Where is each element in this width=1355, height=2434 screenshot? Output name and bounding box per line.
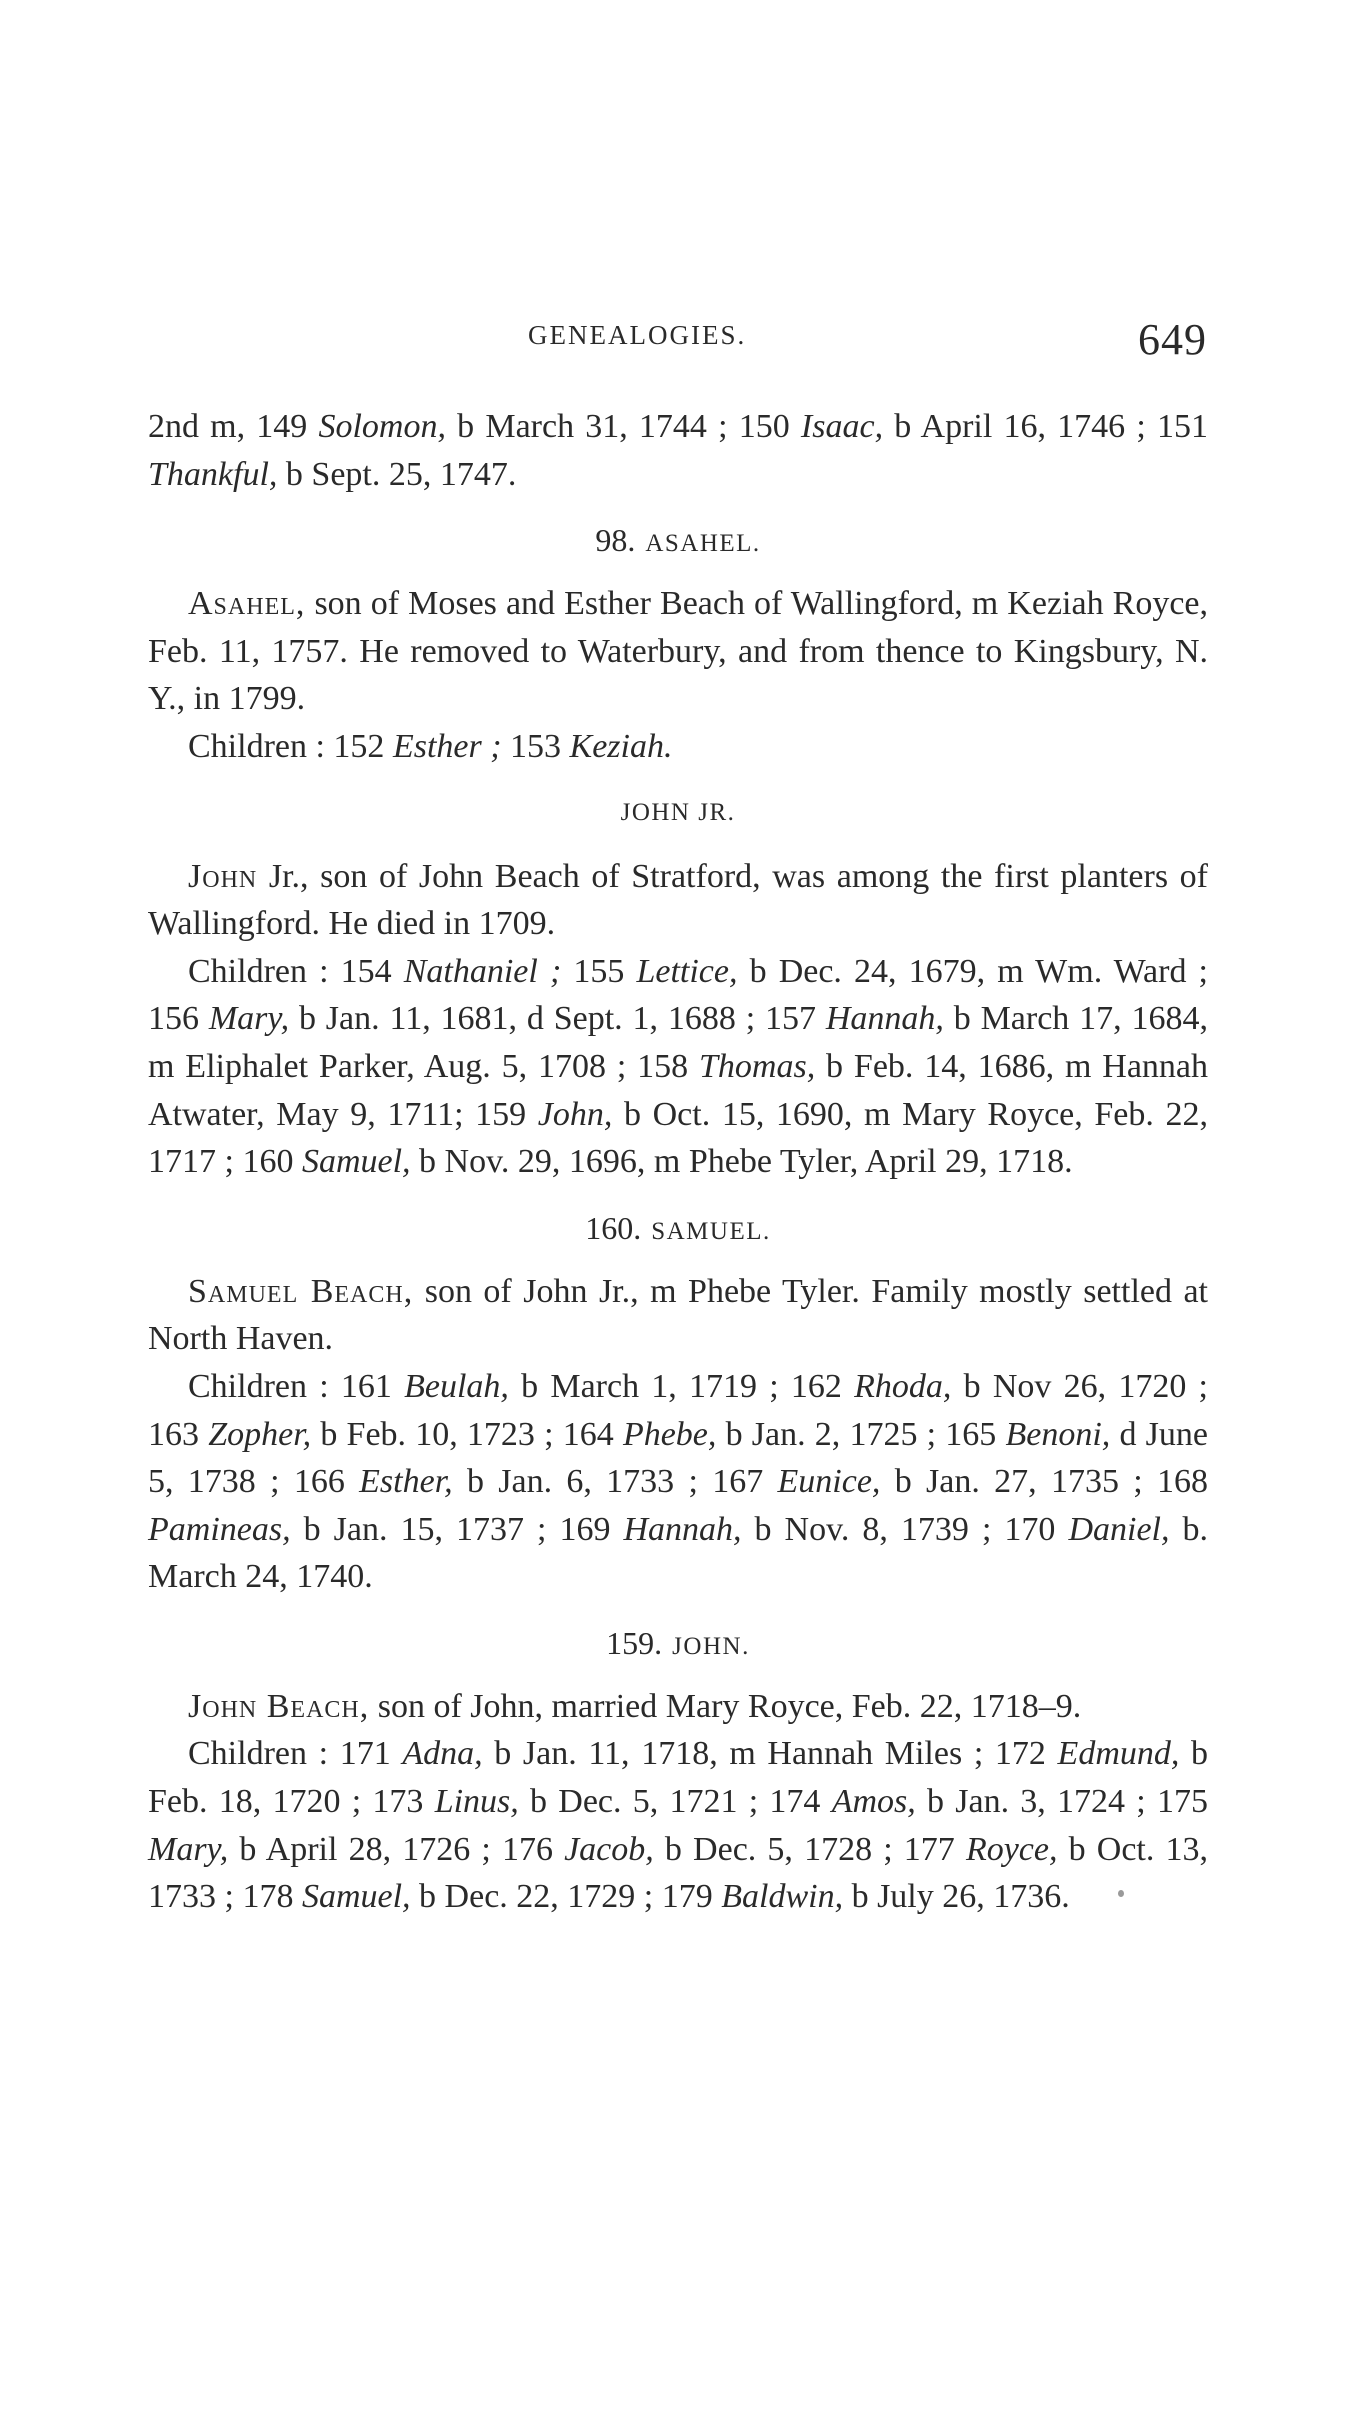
section-number: 98.: [595, 522, 636, 559]
ink-speck: [1118, 1890, 1124, 1897]
child-name: Samuel,: [301, 1143, 411, 1181]
text-run: 2nd m, 149: [148, 408, 319, 445]
text-run: b Sept. 25, 1747.: [277, 455, 517, 493]
section-name: JOHN.: [672, 1632, 750, 1660]
text-run: b Jan. 3, 1724 ; 175: [915, 1783, 1208, 1821]
text-run: b Jan. 15, 1737 ; 169: [290, 1510, 624, 1548]
text-run: b Jan. 11, 1718, m Hannah Miles ; 172: [482, 1735, 1058, 1773]
child-name: Keziah.: [569, 727, 673, 765]
child-name: Adna,: [402, 1735, 483, 1773]
child-name: Isaac,: [800, 408, 884, 445]
continuation-paragraph: [148, 403, 1208, 498]
text-run: b Jan. 2, 1725 ; 165: [716, 1415, 1006, 1453]
child-name: Baldwin,: [721, 1878, 844, 1916]
child-name: Solomon,: [318, 408, 446, 445]
text-run: d June 5, 1738 ; 166: [148, 1415, 1208, 1501]
page-body: [148, 403, 1208, 1921]
text-run: b Nov. 8, 1739 ; 170: [741, 1510, 1069, 1548]
text-run: Children : 171: [188, 1735, 403, 1773]
page-number: 649: [1138, 315, 1207, 364]
running-title: GENEALOGIES.: [528, 320, 747, 350]
text-run: b Dec. 5, 1728 ; 177: [653, 1830, 966, 1868]
text-run: Jr., son of John Beach of Stratford, was among the first planters of Wallingford. He died in 1709.: [148, 857, 1208, 943]
text-run: b. March 24, 1740.: [148, 1510, 1208, 1596]
text-run: Children : 154: [188, 952, 404, 990]
child-name: Esther,: [359, 1463, 453, 1501]
text-run: b April 16, 1746 ; 151: [883, 408, 1208, 445]
child-name: Jacob,: [564, 1830, 654, 1868]
text-run: b March 31, 1744 ; 150: [445, 408, 801, 445]
child-name: Hannah,: [623, 1510, 742, 1548]
section-heading-john-jr: [148, 793, 1208, 833]
child-name: Hannah,: [825, 1000, 944, 1038]
section-heading-samuel: [148, 1208, 1208, 1248]
book-page: [148, 0, 1208, 2434]
text-run: b Jan. 6, 1733 ; 167: [452, 1463, 778, 1501]
child-name: Samuel,: [301, 1878, 411, 1916]
text-run: b Jan. 11, 1681, d Sept. 1, 1688 ; 157: [289, 1000, 826, 1038]
child-name: Eunice,: [777, 1463, 881, 1501]
section-number: 159.: [606, 1624, 663, 1661]
child-name: Daniel,: [1068, 1510, 1170, 1548]
text-run: b Oct. 13, 1733 ; 178: [148, 1830, 1208, 1916]
text-run: b March 1, 1719 ; 162: [508, 1367, 855, 1405]
child-name: Zopher,: [208, 1415, 312, 1453]
john-jr-children: [148, 948, 1208, 1186]
text-run: son of Moses and Esther Beach of Wallingford, m Keziah Royce, Feb. 11, 1757. He removed to Waterbury, and from thence to Kingsbury, N. Y., in 1799.: [148, 585, 1208, 718]
text-run: b Dec. 22, 1729 ; 179: [410, 1878, 722, 1916]
section-number: 160.: [585, 1209, 642, 1246]
asahel-paragraph: [148, 580, 1208, 723]
child-name: Phebe,: [622, 1415, 717, 1453]
child-name: Thomas,: [699, 1047, 816, 1085]
text-run: b Dec. 24, 1679, m Wm. Ward ; 156: [148, 952, 1209, 1038]
child-name: Mary,: [208, 1000, 290, 1038]
child-name: Lettice,: [636, 952, 738, 990]
john-jr-paragraph: [148, 853, 1208, 948]
text-run: b Feb. 18, 1720 ; 173: [148, 1735, 1209, 1821]
child-name: Beulah,: [404, 1367, 509, 1405]
asahel-children: [148, 723, 1208, 771]
section-name: SAMUEL.: [651, 1217, 771, 1245]
child-name: Linus,: [434, 1783, 519, 1821]
text-run: b Jan. 27, 1735 ; 168: [880, 1463, 1208, 1501]
child-name: Edmund,: [1057, 1735, 1180, 1773]
child-name: Esther ;: [392, 727, 502, 765]
entry-lead: Samuel Beach,: [188, 1272, 414, 1310]
text-run: son of John, married Mary Royce, Feb. 22, 1718–9.: [369, 1687, 1082, 1725]
john-paragraph: [148, 1683, 1208, 1731]
text-run: b Nov 26, 1720 ; 163: [148, 1367, 1208, 1453]
child-name: Nathaniel ;: [403, 952, 562, 990]
text-run: Children : 161: [188, 1367, 405, 1405]
child-name: Royce,: [965, 1830, 1058, 1868]
child-name: Pamineas,: [148, 1510, 291, 1548]
text-run: b March 17, 1684, m Eliphalet Parker, Aug. 5, 1708 ; 158: [148, 1000, 1208, 1085]
samuel-paragraph: [148, 1268, 1208, 1363]
section-name: ASAHEL.: [645, 530, 761, 558]
child-name: Rhoda,: [854, 1367, 952, 1405]
text-run: b Nov. 29, 1696, m Phebe Tyler, April 29, 1718.: [410, 1143, 1073, 1181]
text-run: 155: [561, 952, 637, 990]
text-run: 153: [501, 727, 570, 765]
text-run: son of John Jr., m Phebe Tyler. Family mostly settled at North Haven.: [148, 1272, 1208, 1358]
section-heading-asahel: [148, 520, 1208, 560]
entry-lead: Asahel,: [188, 585, 306, 623]
section-name: JOHN JR.: [620, 798, 736, 826]
running-head: [148, 310, 1208, 370]
child-name: John,: [537, 1095, 613, 1133]
child-name: Amos,: [831, 1783, 916, 1821]
text-run: b July 26, 1736.: [843, 1878, 1070, 1916]
entry-lead: John: [188, 857, 258, 895]
text-run: Children : 152: [188, 727, 393, 765]
child-name: Thankful,: [148, 455, 278, 493]
text-run: b Dec. 5, 1721 ; 174: [518, 1783, 832, 1821]
samuel-children: [148, 1363, 1208, 1601]
text-run: b Feb. 14, 1686, m Hannah Atwater, May 9, 1711; 159: [148, 1047, 1208, 1133]
child-name: Benoni,: [1005, 1415, 1111, 1453]
text-run: b April 28, 1726 ; 176: [228, 1830, 565, 1868]
text-run: b Feb. 10, 1723 ; 164: [311, 1415, 623, 1453]
text-run: b Oct. 15, 1690, m Mary Royce, Feb. 22, 1717 ; 160: [148, 1095, 1208, 1181]
child-name: Mary,: [148, 1830, 229, 1868]
john-children: [148, 1730, 1208, 1920]
entry-lead: John Beach,: [188, 1687, 370, 1725]
section-heading-john: [148, 1623, 1208, 1663]
